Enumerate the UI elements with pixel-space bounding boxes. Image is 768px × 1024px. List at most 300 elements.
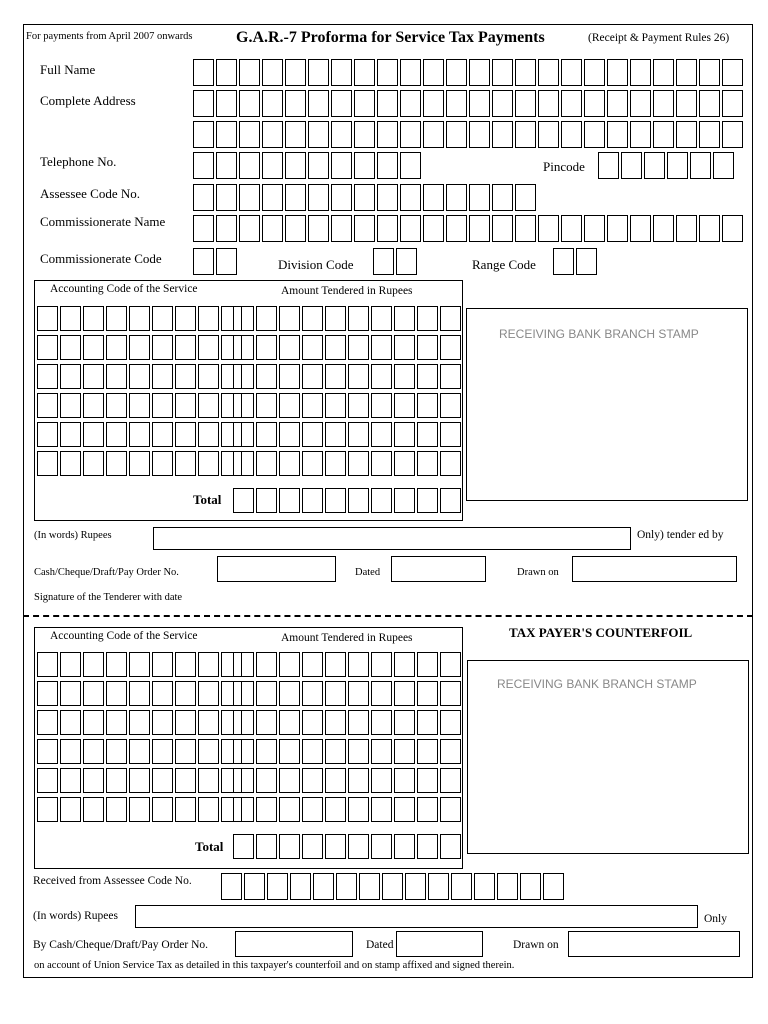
range-code-cells[interactable] xyxy=(553,248,597,275)
grid-cell[interactable] xyxy=(198,364,219,389)
char-cell[interactable] xyxy=(515,215,536,242)
grid-cell[interactable] xyxy=(394,488,415,513)
grid-cell[interactable] xyxy=(440,364,461,389)
grid-cell[interactable] xyxy=(371,834,392,859)
grid-cell[interactable] xyxy=(348,422,369,447)
grid-cell[interactable] xyxy=(325,451,346,476)
grid-cell[interactable] xyxy=(83,393,104,418)
char-cell[interactable] xyxy=(607,59,628,86)
char-cell[interactable] xyxy=(630,59,651,86)
char-cell[interactable] xyxy=(446,215,467,242)
grid-cell[interactable] xyxy=(440,681,461,706)
grid-cell[interactable] xyxy=(175,451,196,476)
grid-cell[interactable] xyxy=(325,739,346,764)
grid-cell[interactable] xyxy=(198,306,219,331)
grid-cell[interactable] xyxy=(198,739,219,764)
char-cell[interactable] xyxy=(699,215,720,242)
counterfoil-accounting-code-grid[interactable] xyxy=(37,652,242,822)
grid-cell[interactable] xyxy=(256,306,277,331)
char-cell[interactable] xyxy=(377,215,398,242)
grid-cell[interactable] xyxy=(60,422,81,447)
char-cell[interactable] xyxy=(400,184,421,211)
grid-cell[interactable] xyxy=(325,797,346,822)
grid-cell[interactable] xyxy=(152,364,173,389)
grid-cell[interactable] xyxy=(129,739,150,764)
char-cell[interactable] xyxy=(239,215,260,242)
char-cell[interactable] xyxy=(584,90,605,117)
char-cell[interactable] xyxy=(561,59,582,86)
counterfoil-assessee-code-cells[interactable] xyxy=(221,873,564,900)
grid-cell[interactable] xyxy=(325,652,346,677)
grid-cell[interactable] xyxy=(175,306,196,331)
grid-cell[interactable] xyxy=(83,797,104,822)
grid-cell[interactable] xyxy=(348,797,369,822)
grid-cell[interactable] xyxy=(371,451,392,476)
grid-cell[interactable] xyxy=(198,393,219,418)
grid-cell[interactable] xyxy=(394,768,415,793)
counterfoil-dated-field[interactable] xyxy=(396,931,483,957)
grid-cell[interactable] xyxy=(83,681,104,706)
char-cell[interactable] xyxy=(354,152,375,179)
grid-cell[interactable] xyxy=(256,834,277,859)
char-cell[interactable] xyxy=(400,90,421,117)
char-cell[interactable] xyxy=(520,873,541,900)
char-cell[interactable] xyxy=(630,121,651,148)
char-cell[interactable] xyxy=(377,152,398,179)
grid-cell[interactable] xyxy=(348,834,369,859)
grid-cell[interactable] xyxy=(348,393,369,418)
char-cell[interactable] xyxy=(308,152,329,179)
char-cell[interactable] xyxy=(377,90,398,117)
char-cell[interactable] xyxy=(653,90,674,117)
char-cell[interactable] xyxy=(262,184,283,211)
char-cell[interactable] xyxy=(699,121,720,148)
grid-cell[interactable] xyxy=(129,306,150,331)
grid-cell[interactable] xyxy=(152,422,173,447)
grid-cell[interactable] xyxy=(129,797,150,822)
grid-cell[interactable] xyxy=(302,364,323,389)
grid-cell[interactable] xyxy=(60,768,81,793)
grid-cell[interactable] xyxy=(279,306,300,331)
grid-cell[interactable] xyxy=(394,739,415,764)
grid-cell[interactable] xyxy=(129,710,150,735)
char-cell[interactable] xyxy=(331,121,352,148)
grid-cell[interactable] xyxy=(37,335,58,360)
char-cell[interactable] xyxy=(308,90,329,117)
grid-cell[interactable] xyxy=(198,451,219,476)
char-cell[interactable] xyxy=(308,215,329,242)
char-cell[interactable] xyxy=(676,121,697,148)
char-cell[interactable] xyxy=(576,248,597,275)
dated-field[interactable] xyxy=(391,556,486,582)
char-cell[interactable] xyxy=(262,215,283,242)
char-cell[interactable] xyxy=(285,184,306,211)
char-cell[interactable] xyxy=(492,90,513,117)
char-cell[interactable] xyxy=(492,59,513,86)
grid-cell[interactable] xyxy=(417,306,438,331)
grid-cell[interactable] xyxy=(60,739,81,764)
grid-cell[interactable] xyxy=(394,393,415,418)
grid-cell[interactable] xyxy=(348,710,369,735)
grid-cell[interactable] xyxy=(371,488,392,513)
char-cell[interactable] xyxy=(193,59,214,86)
char-cell[interactable] xyxy=(354,59,375,86)
grid-cell[interactable] xyxy=(371,797,392,822)
grid-cell[interactable] xyxy=(83,335,104,360)
char-cell[interactable] xyxy=(676,59,697,86)
grid-cell[interactable] xyxy=(302,834,323,859)
grid-cell[interactable] xyxy=(279,739,300,764)
char-cell[interactable] xyxy=(561,90,582,117)
char-cell[interactable] xyxy=(308,121,329,148)
grid-cell[interactable] xyxy=(302,393,323,418)
grid-cell[interactable] xyxy=(60,306,81,331)
grid-cell[interactable] xyxy=(233,834,254,859)
char-cell[interactable] xyxy=(722,215,743,242)
grid-cell[interactable] xyxy=(279,393,300,418)
char-cell[interactable] xyxy=(377,121,398,148)
char-cell[interactable] xyxy=(584,121,605,148)
char-cell[interactable] xyxy=(193,248,214,275)
grid-cell[interactable] xyxy=(60,710,81,735)
grid-cell[interactable] xyxy=(233,739,254,764)
grid-cell[interactable] xyxy=(417,797,438,822)
grid-cell[interactable] xyxy=(325,681,346,706)
char-cell[interactable] xyxy=(216,121,237,148)
grid-cell[interactable] xyxy=(175,739,196,764)
grid-cell[interactable] xyxy=(60,681,81,706)
amount-in-words-field[interactable] xyxy=(153,527,631,550)
grid-cell[interactable] xyxy=(83,710,104,735)
grid-cell[interactable] xyxy=(279,768,300,793)
char-cell[interactable] xyxy=(584,215,605,242)
char-cell[interactable] xyxy=(538,215,559,242)
grid-cell[interactable] xyxy=(302,306,323,331)
char-cell[interactable] xyxy=(446,59,467,86)
grid-cell[interactable] xyxy=(348,306,369,331)
char-cell[interactable] xyxy=(474,873,495,900)
grid-cell[interactable] xyxy=(279,335,300,360)
char-cell[interactable] xyxy=(423,90,444,117)
grid-cell[interactable] xyxy=(60,652,81,677)
grid-cell[interactable] xyxy=(371,393,392,418)
char-cell[interactable] xyxy=(262,59,283,86)
char-cell[interactable] xyxy=(553,248,574,275)
char-cell[interactable] xyxy=(722,121,743,148)
char-cell[interactable] xyxy=(722,90,743,117)
grid-cell[interactable] xyxy=(152,451,173,476)
char-cell[interactable] xyxy=(239,121,260,148)
address-cells-line-2[interactable] xyxy=(193,121,743,148)
grid-cell[interactable] xyxy=(175,681,196,706)
char-cell[interactable] xyxy=(267,873,288,900)
char-cell[interactable] xyxy=(216,184,237,211)
grid-cell[interactable] xyxy=(256,364,277,389)
grid-cell[interactable] xyxy=(279,364,300,389)
grid-cell[interactable] xyxy=(417,710,438,735)
grid-cell[interactable] xyxy=(175,652,196,677)
grid-cell[interactable] xyxy=(175,710,196,735)
char-cell[interactable] xyxy=(607,215,628,242)
grid-cell[interactable] xyxy=(233,335,254,360)
char-cell[interactable] xyxy=(607,90,628,117)
grid-cell[interactable] xyxy=(279,834,300,859)
grid-cell[interactable] xyxy=(279,451,300,476)
char-cell[interactable] xyxy=(561,121,582,148)
char-cell[interactable] xyxy=(336,873,357,900)
grid-cell[interactable] xyxy=(348,451,369,476)
char-cell[interactable] xyxy=(216,59,237,86)
grid-cell[interactable] xyxy=(371,739,392,764)
grid-cell[interactable] xyxy=(417,768,438,793)
grid-cell[interactable] xyxy=(129,652,150,677)
char-cell[interactable] xyxy=(331,215,352,242)
char-cell[interactable] xyxy=(285,59,306,86)
grid-cell[interactable] xyxy=(256,488,277,513)
grid-cell[interactable] xyxy=(440,739,461,764)
char-cell[interactable] xyxy=(331,152,352,179)
grid-cell[interactable] xyxy=(440,335,461,360)
total-cells[interactable] xyxy=(233,488,461,513)
grid-cell[interactable] xyxy=(175,393,196,418)
char-cell[interactable] xyxy=(216,248,237,275)
grid-cell[interactable] xyxy=(129,335,150,360)
grid-cell[interactable] xyxy=(279,488,300,513)
char-cell[interactable] xyxy=(354,90,375,117)
char-cell[interactable] xyxy=(630,90,651,117)
grid-cell[interactable] xyxy=(302,710,323,735)
grid-cell[interactable] xyxy=(302,451,323,476)
char-cell[interactable] xyxy=(497,873,518,900)
char-cell[interactable] xyxy=(239,90,260,117)
grid-cell[interactable] xyxy=(37,710,58,735)
grid-cell[interactable] xyxy=(394,451,415,476)
grid-cell[interactable] xyxy=(83,422,104,447)
grid-cell[interactable] xyxy=(394,335,415,360)
grid-cell[interactable] xyxy=(198,422,219,447)
char-cell[interactable] xyxy=(446,121,467,148)
grid-cell[interactable] xyxy=(37,681,58,706)
char-cell[interactable] xyxy=(607,121,628,148)
grid-cell[interactable] xyxy=(371,681,392,706)
grid-cell[interactable] xyxy=(152,797,173,822)
grid-cell[interactable] xyxy=(394,306,415,331)
grid-cell[interactable] xyxy=(325,335,346,360)
grid-cell[interactable] xyxy=(371,768,392,793)
char-cell[interactable] xyxy=(584,59,605,86)
char-cell[interactable] xyxy=(193,90,214,117)
grid-cell[interactable] xyxy=(440,306,461,331)
grid-cell[interactable] xyxy=(348,652,369,677)
char-cell[interactable] xyxy=(676,215,697,242)
char-cell[interactable] xyxy=(451,873,472,900)
grid-cell[interactable] xyxy=(129,393,150,418)
char-cell[interactable] xyxy=(313,873,334,900)
char-cell[interactable] xyxy=(515,90,536,117)
grid-cell[interactable] xyxy=(348,681,369,706)
grid-cell[interactable] xyxy=(440,393,461,418)
char-cell[interactable] xyxy=(262,90,283,117)
grid-cell[interactable] xyxy=(175,364,196,389)
grid-cell[interactable] xyxy=(106,422,127,447)
char-cell[interactable] xyxy=(428,873,449,900)
char-cell[interactable] xyxy=(699,59,720,86)
char-cell[interactable] xyxy=(515,184,536,211)
grid-cell[interactable] xyxy=(37,768,58,793)
grid-cell[interactable] xyxy=(233,393,254,418)
char-cell[interactable] xyxy=(193,152,214,179)
grid-cell[interactable] xyxy=(325,422,346,447)
grid-cell[interactable] xyxy=(83,306,104,331)
char-cell[interactable] xyxy=(515,59,536,86)
char-cell[interactable] xyxy=(396,248,417,275)
grid-cell[interactable] xyxy=(302,422,323,447)
grid-cell[interactable] xyxy=(129,451,150,476)
char-cell[interactable] xyxy=(469,121,490,148)
char-cell[interactable] xyxy=(405,873,426,900)
char-cell[interactable] xyxy=(193,184,214,211)
char-cell[interactable] xyxy=(469,215,490,242)
grid-cell[interactable] xyxy=(175,422,196,447)
grid-cell[interactable] xyxy=(371,364,392,389)
grid-cell[interactable] xyxy=(417,451,438,476)
grid-cell[interactable] xyxy=(233,306,254,331)
grid-cell[interactable] xyxy=(233,710,254,735)
commissionerate-code-cells[interactable] xyxy=(193,248,237,275)
grid-cell[interactable] xyxy=(175,797,196,822)
grid-cell[interactable] xyxy=(279,652,300,677)
char-cell[interactable] xyxy=(400,59,421,86)
char-cell[interactable] xyxy=(598,152,619,179)
grid-cell[interactable] xyxy=(198,681,219,706)
accounting-code-grid[interactable] xyxy=(37,306,242,476)
char-cell[interactable] xyxy=(285,215,306,242)
grid-cell[interactable] xyxy=(371,422,392,447)
char-cell[interactable] xyxy=(492,184,513,211)
grid-cell[interactable] xyxy=(256,652,277,677)
char-cell[interactable] xyxy=(359,873,380,900)
grid-cell[interactable] xyxy=(129,422,150,447)
grid-cell[interactable] xyxy=(233,768,254,793)
drawn-on-field[interactable] xyxy=(572,556,737,582)
grid-cell[interactable] xyxy=(233,364,254,389)
grid-cell[interactable] xyxy=(348,335,369,360)
grid-cell[interactable] xyxy=(417,364,438,389)
grid-cell[interactable] xyxy=(152,681,173,706)
grid-cell[interactable] xyxy=(302,652,323,677)
grid-cell[interactable] xyxy=(106,393,127,418)
char-cell[interactable] xyxy=(621,152,642,179)
char-cell[interactable] xyxy=(676,90,697,117)
grid-cell[interactable] xyxy=(106,768,127,793)
grid-cell[interactable] xyxy=(348,488,369,513)
char-cell[interactable] xyxy=(423,59,444,86)
grid-cell[interactable] xyxy=(152,335,173,360)
char-cell[interactable] xyxy=(400,215,421,242)
char-cell[interactable] xyxy=(262,121,283,148)
grid-cell[interactable] xyxy=(302,739,323,764)
grid-cell[interactable] xyxy=(440,488,461,513)
grid-cell[interactable] xyxy=(371,306,392,331)
char-cell[interactable] xyxy=(216,215,237,242)
char-cell[interactable] xyxy=(423,121,444,148)
grid-cell[interactable] xyxy=(152,710,173,735)
char-cell[interactable] xyxy=(262,152,283,179)
char-cell[interactable] xyxy=(285,152,306,179)
char-cell[interactable] xyxy=(653,59,674,86)
grid-cell[interactable] xyxy=(325,393,346,418)
char-cell[interactable] xyxy=(423,184,444,211)
grid-cell[interactable] xyxy=(348,364,369,389)
grid-cell[interactable] xyxy=(371,652,392,677)
grid-cell[interactable] xyxy=(417,834,438,859)
grid-cell[interactable] xyxy=(83,652,104,677)
grid-cell[interactable] xyxy=(256,710,277,735)
grid-cell[interactable] xyxy=(233,422,254,447)
grid-cell[interactable] xyxy=(106,364,127,389)
char-cell[interactable] xyxy=(469,184,490,211)
grid-cell[interactable] xyxy=(417,488,438,513)
char-cell[interactable] xyxy=(377,184,398,211)
char-cell[interactable] xyxy=(373,248,394,275)
char-cell[interactable] xyxy=(221,873,242,900)
grid-cell[interactable] xyxy=(106,739,127,764)
grid-cell[interactable] xyxy=(325,768,346,793)
grid-cell[interactable] xyxy=(394,797,415,822)
grid-cell[interactable] xyxy=(152,739,173,764)
char-cell[interactable] xyxy=(653,215,674,242)
char-cell[interactable] xyxy=(543,873,564,900)
grid-cell[interactable] xyxy=(440,834,461,859)
grid-cell[interactable] xyxy=(60,451,81,476)
grid-cell[interactable] xyxy=(417,335,438,360)
grid-cell[interactable] xyxy=(37,393,58,418)
counterfoil-drawn-on-field[interactable] xyxy=(568,931,740,957)
grid-cell[interactable] xyxy=(198,710,219,735)
char-cell[interactable] xyxy=(331,184,352,211)
char-cell[interactable] xyxy=(239,59,260,86)
char-cell[interactable] xyxy=(667,152,688,179)
grid-cell[interactable] xyxy=(152,768,173,793)
grid-cell[interactable] xyxy=(106,797,127,822)
grid-cell[interactable] xyxy=(279,797,300,822)
grid-cell[interactable] xyxy=(198,652,219,677)
char-cell[interactable] xyxy=(469,59,490,86)
grid-cell[interactable] xyxy=(37,739,58,764)
grid-cell[interactable] xyxy=(279,710,300,735)
grid-cell[interactable] xyxy=(348,768,369,793)
grid-cell[interactable] xyxy=(256,797,277,822)
grid-cell[interactable] xyxy=(198,335,219,360)
grid-cell[interactable] xyxy=(60,335,81,360)
grid-cell[interactable] xyxy=(440,797,461,822)
grid-cell[interactable] xyxy=(394,710,415,735)
grid-cell[interactable] xyxy=(129,364,150,389)
grid-cell[interactable] xyxy=(106,710,127,735)
char-cell[interactable] xyxy=(239,152,260,179)
grid-cell[interactable] xyxy=(279,681,300,706)
counterfoil-total-cells[interactable] xyxy=(233,834,461,859)
grid-cell[interactable] xyxy=(256,393,277,418)
grid-cell[interactable] xyxy=(394,422,415,447)
grid-cell[interactable] xyxy=(417,393,438,418)
grid-cell[interactable] xyxy=(325,834,346,859)
grid-cell[interactable] xyxy=(279,422,300,447)
grid-cell[interactable] xyxy=(417,652,438,677)
grid-cell[interactable] xyxy=(325,710,346,735)
char-cell[interactable] xyxy=(653,121,674,148)
grid-cell[interactable] xyxy=(60,364,81,389)
